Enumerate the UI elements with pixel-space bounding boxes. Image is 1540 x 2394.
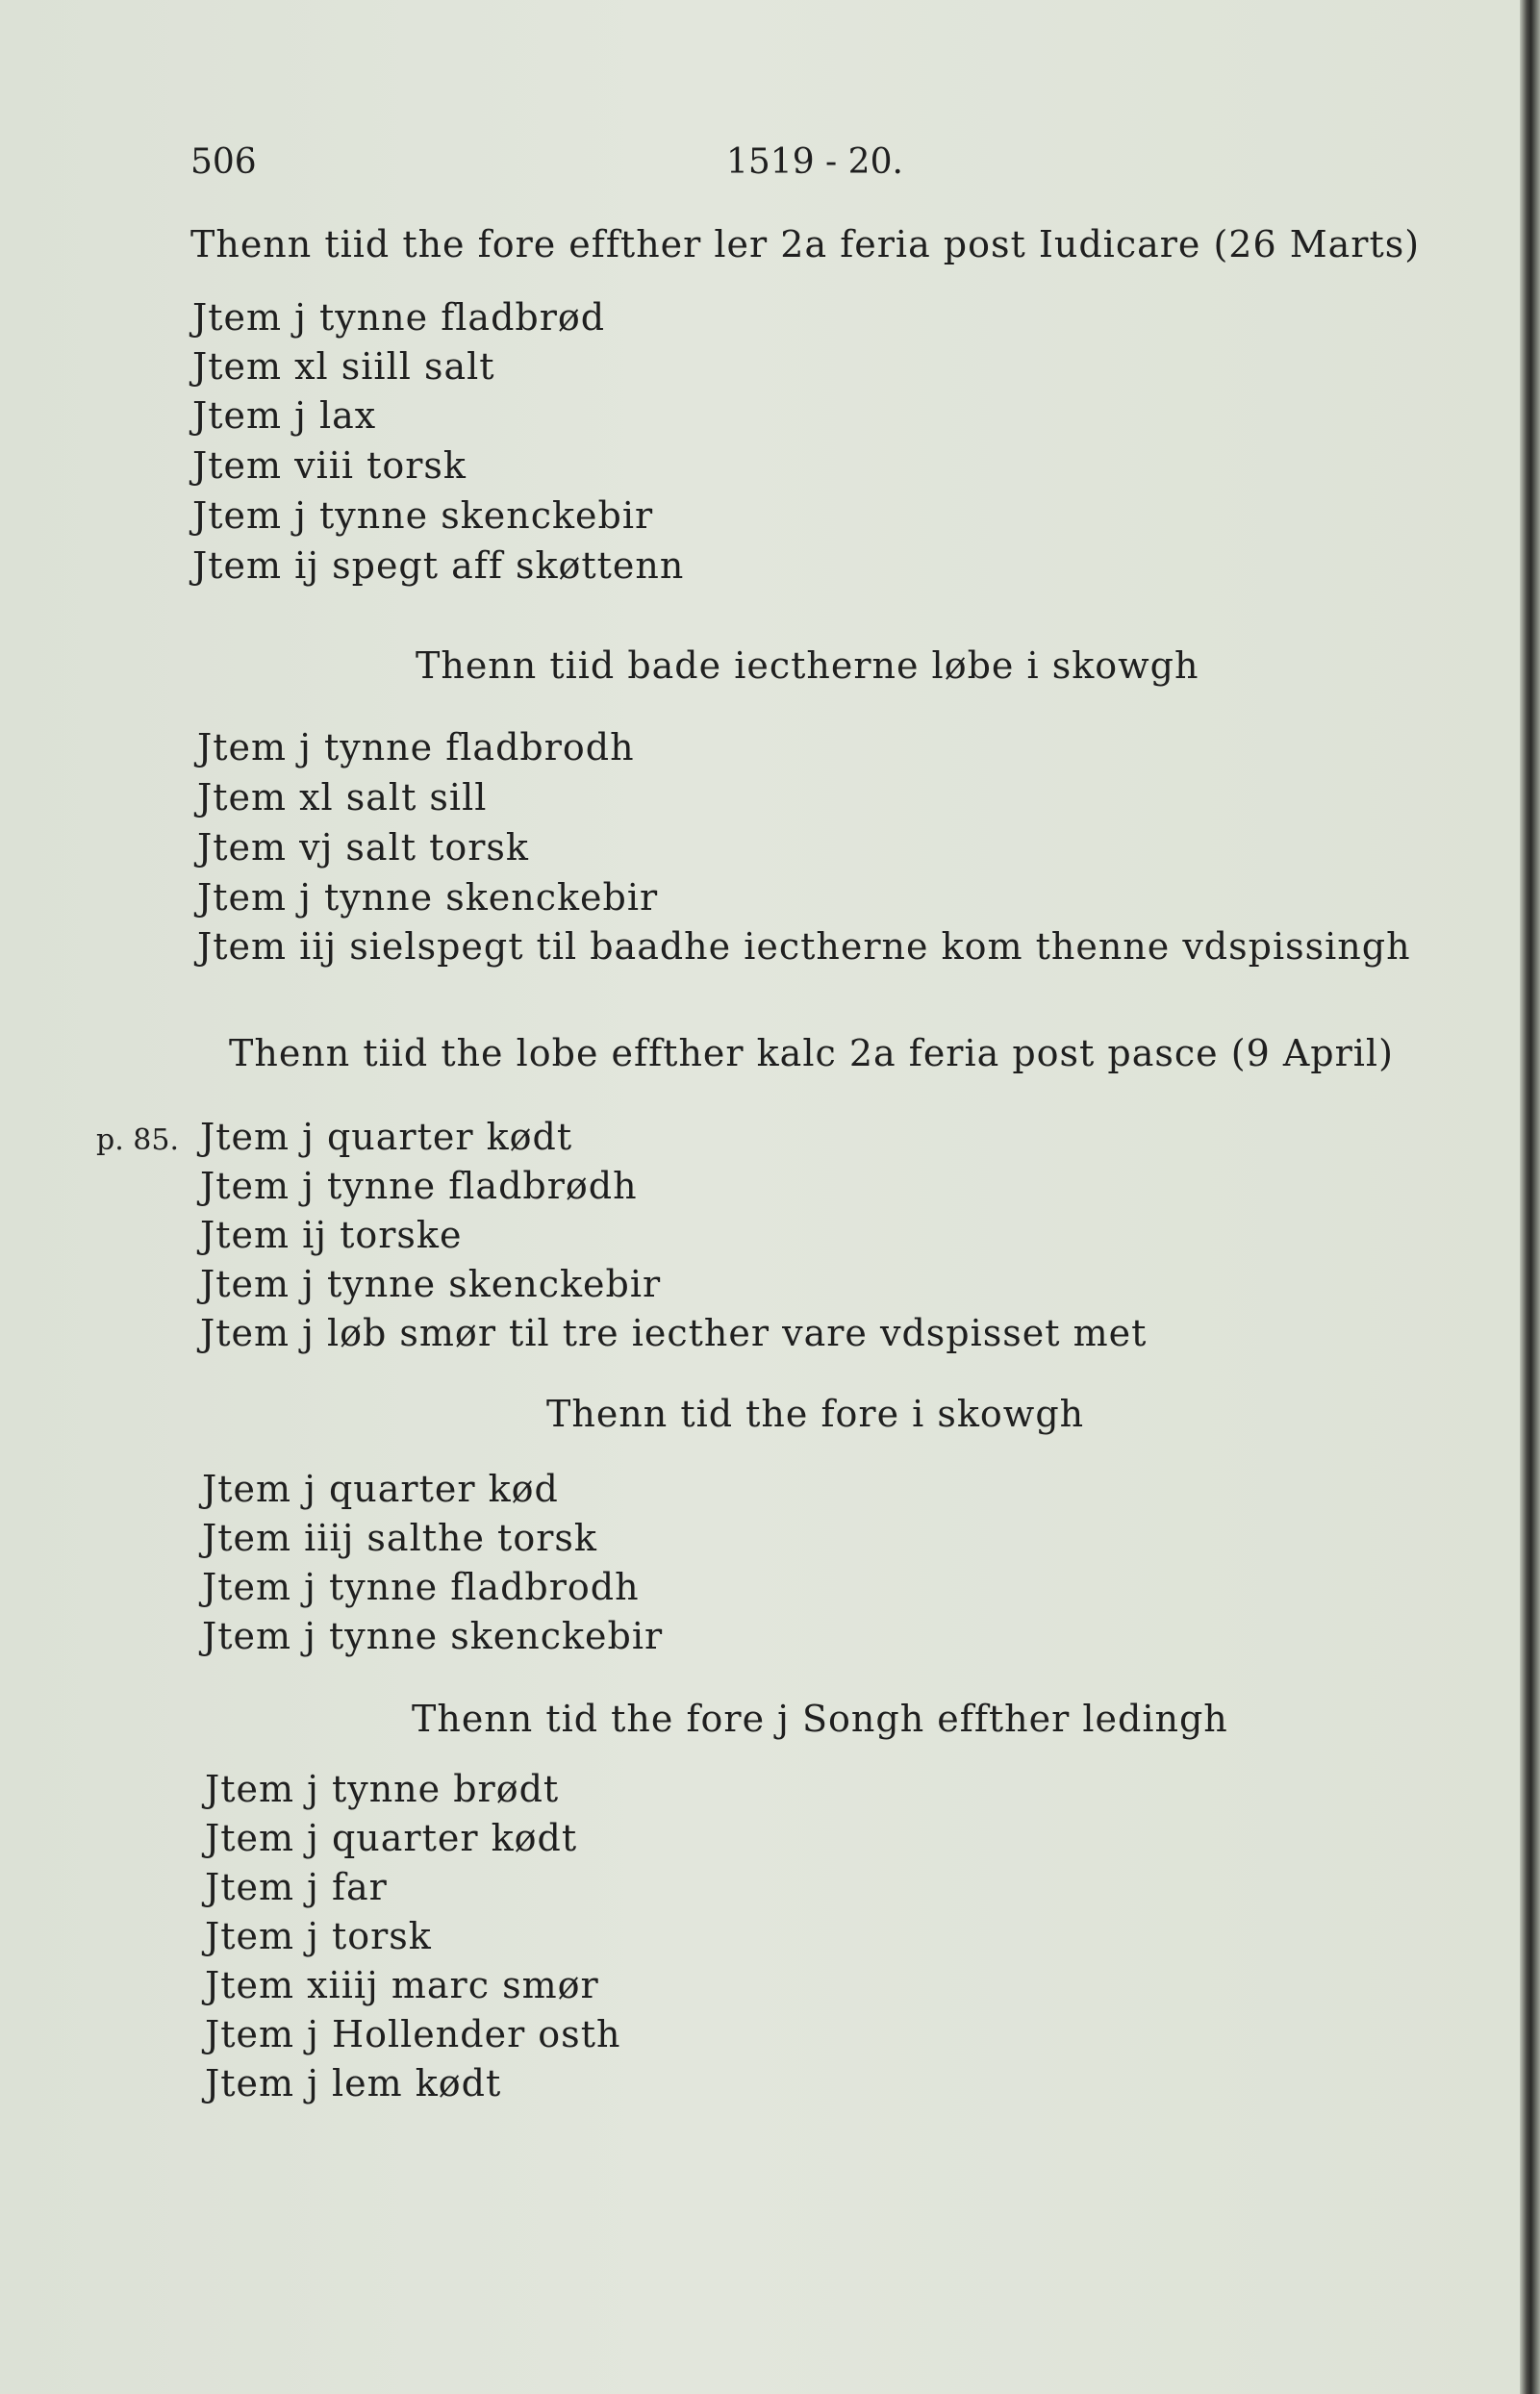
list-item: Jtem j torsk: [205, 1915, 432, 1957]
margin-page-reference: p. 85.: [96, 1123, 179, 1157]
list-item: Jtem viii torsk: [192, 444, 467, 487]
list-item: Jtem j Hollender osth: [205, 2013, 621, 2055]
page-header-years: 1519 - 20.: [726, 142, 903, 182]
list-item: Jtem iij sielspegt til baadhe iectherne kom thenne vdspissingh: [197, 925, 1411, 968]
list-item: Jtem ij spegt aff skøttenn: [192, 544, 685, 587]
list-item: Jtem j tynne fladbrodh: [197, 726, 635, 769]
list-item: Jtem j løb smør til tre iecther vare vdspisset met: [200, 1312, 1148, 1354]
list-item: Jtem j lax: [192, 394, 377, 437]
list-item: Jtem j tynne skenckebir: [192, 494, 654, 537]
list-item: Jtem j tynne skenckebir: [202, 1615, 664, 1657]
list-item: Jtem j far: [205, 1866, 388, 1908]
list-item: Jtem xiiij marc smør: [205, 1964, 599, 2006]
list-item: Jtem xl siill salt: [192, 345, 495, 388]
section-heading: Thenn tiid the fore effther ler 2a feria post Iudicare (26 Marts): [190, 223, 1421, 265]
list-item: Jtem j quarter kød: [202, 1468, 559, 1510]
list-item: Jtem ij torske: [200, 1214, 463, 1256]
list-item: Jtem j tynne skenckebir: [200, 1263, 662, 1305]
page-edge-shadow: [1520, 0, 1540, 2394]
list-item: Jtem j tynne fladbrød: [192, 296, 606, 339]
list-item: Jtem j tynne fladbrødh: [200, 1165, 638, 1207]
list-item: Jtem j quarter kødt: [200, 1116, 573, 1158]
list-item: Jtem j quarter kødt: [205, 1817, 578, 1859]
list-item: Jtem j tynne fladbrodh: [202, 1566, 640, 1608]
list-item: Jtem xl salt sill: [197, 776, 488, 819]
list-item: Jtem j lem kødt: [205, 2062, 502, 2104]
section-heading: Thenn tiid the lobe effther kalc 2a feria post pasce (9 April): [229, 1032, 1394, 1074]
section-heading: Thenn tid the fore j Songh effther ledingh: [412, 1698, 1228, 1740]
section-heading: Thenn tiid bade iectherne løbe i skowgh: [416, 644, 1199, 687]
section-heading: Thenn tid the fore i skowgh: [546, 1393, 1085, 1435]
list-item: Jtem iiij salthe torsk: [202, 1517, 597, 1559]
list-item: Jtem vj salt torsk: [197, 826, 529, 869]
page-number: 506: [190, 142, 257, 182]
list-item: Jtem j tynne skenckebir: [197, 876, 659, 919]
list-item: Jtem j tynne brødt: [205, 1768, 560, 1810]
